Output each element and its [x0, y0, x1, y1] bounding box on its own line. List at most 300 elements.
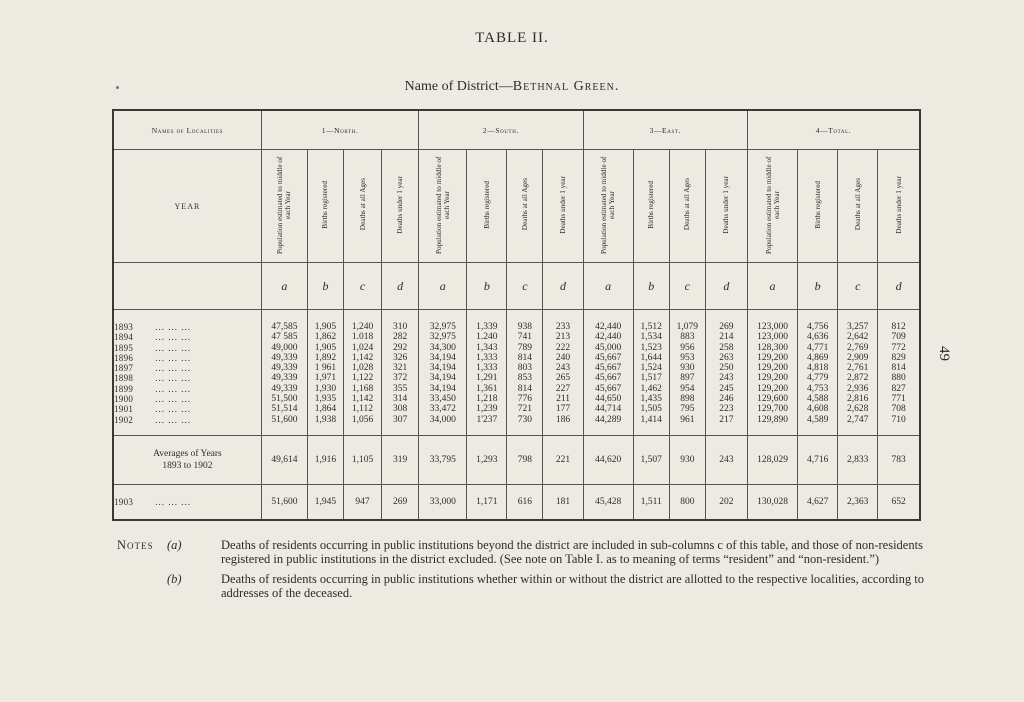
leader-dots: ... ... ...	[155, 373, 191, 384]
north-value-b: 1,862	[307, 332, 343, 342]
table-row	[113, 353, 920, 363]
subtitle-prefix: Name of District—	[404, 79, 513, 94]
north-value-b: 1,864	[307, 404, 343, 414]
row-year-cell	[113, 394, 261, 404]
east-value-d: 258	[705, 343, 747, 353]
north-population-estimate-header	[261, 150, 307, 263]
note-a	[117, 538, 927, 566]
leader-dots: ... ... ...	[155, 394, 191, 405]
row-year: 1896	[114, 352, 134, 363]
east-value-a: 42,440	[583, 310, 633, 333]
south-value-a: 34,300	[419, 343, 467, 353]
south-value-a: 33,472	[419, 404, 467, 414]
east-value-d: 217	[705, 415, 747, 436]
east-value-b: 1,507	[633, 435, 669, 484]
letter-blank	[113, 263, 261, 310]
total-letter-2: c	[838, 263, 878, 310]
east-value-d: 250	[705, 363, 747, 373]
total-value-a: 129,890	[748, 415, 798, 436]
east-value-c: 930	[669, 363, 705, 373]
averages-row	[113, 435, 920, 484]
north-value-d: 292	[382, 343, 419, 353]
south-value-c: 938	[507, 310, 543, 333]
total-value-b: 4,589	[798, 415, 838, 436]
row-year-cell	[113, 310, 261, 333]
total-value-b: 4,869	[798, 353, 838, 363]
total-letter-3: d	[878, 263, 920, 310]
east-value-a: 45,000	[583, 343, 633, 353]
row-year-cell	[113, 404, 261, 414]
subhead-label: Population estimated to middle of each Year	[600, 155, 617, 254]
note-b-text: Deaths of residents occurring in public institutions whether within or without the district are allotted to the respective localities, according to addresses of the deceased.	[221, 572, 924, 600]
total-deaths-all-ages-header	[838, 150, 878, 263]
subhead-label: Deaths at all Ages	[358, 178, 367, 231]
north-value-b: 1,905	[307, 310, 343, 333]
east-value-a: 45,667	[583, 373, 633, 383]
south-value-d: 222	[543, 343, 583, 353]
table-row	[113, 343, 920, 353]
table-row	[113, 363, 920, 373]
south-population-estimate-header	[419, 150, 467, 263]
north-letter-0: a	[261, 263, 307, 310]
east-value-d: 246	[705, 394, 747, 404]
south-value-c: 741	[507, 332, 543, 342]
south-value-b: 1,218	[467, 394, 507, 404]
south-value-c: 789	[507, 343, 543, 353]
subhead-label: Deaths at all Ages	[853, 178, 862, 231]
north-value-b: 1,938	[307, 415, 343, 436]
subhead-label: Deaths under 1 year	[559, 175, 568, 234]
total-value-c: 2,628	[838, 404, 878, 414]
north-value-a: 49,339	[261, 373, 307, 383]
north-value-d: 307	[382, 415, 419, 436]
total-value-d: 708	[878, 404, 920, 414]
table-row	[113, 415, 920, 436]
subhead-label: Deaths under 1 year	[396, 175, 405, 234]
subhead-label: Population estimated to middle of each Year	[276, 155, 293, 254]
total-value-a: 130,028	[748, 484, 798, 520]
north-value-c: 1,056	[344, 415, 382, 436]
notes-section	[117, 538, 927, 606]
east-value-d: 214	[705, 332, 747, 342]
north-value-a: 51,500	[261, 394, 307, 404]
north-value-c: 1,168	[344, 384, 382, 394]
east-letter-1: b	[633, 263, 669, 310]
east-value-c: 1,079	[669, 310, 705, 333]
north-letter-1: b	[307, 263, 343, 310]
east-value-a: 44,714	[583, 404, 633, 414]
leader-dots: ... ... ...	[155, 332, 191, 343]
east-letter-2: c	[669, 263, 705, 310]
south-value-a: 33,795	[419, 435, 467, 484]
leader-dots: ... ... ...	[155, 352, 191, 363]
total-value-b: 4,756	[798, 310, 838, 333]
total-value-a: 129,200	[748, 353, 798, 363]
south-value-d: 211	[543, 394, 583, 404]
total-value-d: 783	[878, 435, 920, 484]
total-value-d: 772	[878, 343, 920, 353]
row-year-cell	[113, 415, 261, 436]
south-value-d: 243	[543, 363, 583, 373]
south-deaths-all-ages-header	[507, 150, 543, 263]
leader-dots: ... ... ...	[155, 404, 191, 415]
total-value-b: 4,771	[798, 343, 838, 353]
row-year: 1893	[114, 322, 134, 332]
north-value-c: 1,112	[344, 404, 382, 414]
north-value-b: 1,971	[307, 373, 343, 383]
leader-dots: ... ... ...	[155, 496, 191, 507]
averages-label	[113, 435, 261, 484]
east-letter-3: d	[705, 263, 747, 310]
total-value-c: 2,363	[838, 484, 878, 520]
east-value-b: 1,524	[633, 363, 669, 373]
south-value-b: 1,343	[467, 343, 507, 353]
north-value-a: 51,600	[261, 415, 307, 436]
note-a-text: Deaths of residents occurring in public institutions beyond the district are included in sub-columns c of this table, and those of non-residents registered in public institutions in the district excluded. (See note on Table I. as to meaning of terms “resident” and “non-resident.”)	[221, 538, 923, 566]
leader-dots: ... ... ...	[155, 383, 191, 394]
north-value-a: 49,339	[261, 353, 307, 363]
north-value-c: 1,122	[344, 373, 382, 383]
north-births-header	[307, 150, 343, 263]
north-value-d: 314	[382, 394, 419, 404]
east-letter-0: a	[583, 263, 633, 310]
east-births-header	[633, 150, 669, 263]
averages-label-line1: Averages of Years	[153, 448, 222, 459]
total-value-a: 129,700	[748, 404, 798, 414]
row-year: 1898	[114, 373, 134, 384]
total-value-c: 2,872	[838, 373, 878, 383]
total-value-b: 4,608	[798, 404, 838, 414]
north-value-d: 319	[382, 435, 419, 484]
total-value-c: 2,833	[838, 435, 878, 484]
district-subtitle	[0, 79, 1024, 95]
table-row	[113, 384, 920, 394]
south-value-a: 34,194	[419, 373, 467, 383]
east-value-b: 1,462	[633, 384, 669, 394]
total-value-d: 709	[878, 332, 920, 342]
south-value-c: 616	[507, 484, 543, 520]
averages-label-line2: 1893 to 1902	[162, 460, 213, 471]
north-value-c: 1,024	[344, 343, 382, 353]
page-number: 49	[936, 346, 952, 361]
total-value-a: 129,200	[748, 363, 798, 373]
row-year-cell	[113, 484, 261, 520]
east-value-a: 45,667	[583, 384, 633, 394]
total-value-d: 827	[878, 384, 920, 394]
north-value-d: 282	[382, 332, 419, 342]
total-value-c: 2,642	[838, 332, 878, 342]
south-value-d: 221	[543, 435, 583, 484]
south-value-c: 798	[507, 435, 543, 484]
north-letter-2: c	[344, 263, 382, 310]
subhead-label: Births registered	[482, 180, 491, 229]
east-value-c: 795	[669, 404, 705, 414]
total-value-d: 771	[878, 394, 920, 404]
south-value-b: 1,333	[467, 353, 507, 363]
north-value-c: 1,142	[344, 394, 382, 404]
note-b-mark: (b)	[167, 572, 182, 586]
east-deaths-all-ages-header	[669, 150, 705, 263]
north-value-b: 1 961	[307, 363, 343, 373]
corner-label: Names of Localities	[113, 110, 261, 150]
north-value-d: 355	[382, 384, 419, 394]
subhead-label: Population estimated to middle of each Year	[764, 155, 781, 254]
row-year: 1894	[114, 332, 134, 343]
table-body	[113, 310, 920, 520]
year-header: YEAR	[113, 150, 261, 263]
east-value-c: 961	[669, 415, 705, 436]
notes-heading: Notes	[117, 538, 154, 552]
total-value-a: 128,029	[748, 435, 798, 484]
row-year-cell	[113, 343, 261, 353]
row-year-cell	[113, 353, 261, 363]
north-value-b: 1,905	[307, 343, 343, 353]
group-total: 4—Total.	[748, 110, 921, 150]
total-value-c: 2,816	[838, 394, 878, 404]
north-letter-3: d	[382, 263, 419, 310]
group-south: 2—South.	[419, 110, 583, 150]
total-births-header	[798, 150, 838, 263]
east-value-b: 1,414	[633, 415, 669, 436]
total-value-d: 814	[878, 363, 920, 373]
east-value-a: 44,289	[583, 415, 633, 436]
south-value-d: 265	[543, 373, 583, 383]
total-value-b: 4,588	[798, 394, 838, 404]
row-year: 1903	[114, 496, 134, 507]
south-value-b: 1.240	[467, 332, 507, 342]
south-letter-1: b	[467, 263, 507, 310]
east-value-c: 954	[669, 384, 705, 394]
total-value-b: 4,779	[798, 373, 838, 383]
east-population-estimate-header	[583, 150, 633, 263]
south-letter-0: a	[419, 263, 467, 310]
east-value-a: 45,667	[583, 363, 633, 373]
east-value-c: 883	[669, 332, 705, 342]
row-year: 1901	[114, 404, 134, 415]
total-value-c: 2,747	[838, 415, 878, 436]
total-value-d: 812	[878, 310, 920, 333]
north-value-c: 1,142	[344, 353, 382, 363]
total-value-c: 2,761	[838, 363, 878, 373]
south-value-c: 814	[507, 384, 543, 394]
south-value-c: 776	[507, 394, 543, 404]
subhead-label: Births registered	[813, 180, 822, 229]
east-value-a: 42,440	[583, 332, 633, 342]
north-value-d: 308	[382, 404, 419, 414]
east-value-a: 45,428	[583, 484, 633, 520]
south-letter-3: d	[543, 263, 583, 310]
north-deaths-all-ages-header	[344, 150, 382, 263]
east-value-d: 245	[705, 384, 747, 394]
east-value-d: 263	[705, 353, 747, 363]
north-value-b: 1,930	[307, 384, 343, 394]
total-value-d: 652	[878, 484, 920, 520]
subhead-label: Births registered	[647, 180, 656, 229]
table-row	[113, 394, 920, 404]
total-value-c: 2,936	[838, 384, 878, 394]
leader-dots: ... ... ...	[155, 363, 191, 374]
east-value-b: 1,511	[633, 484, 669, 520]
north-value-a: 49,614	[261, 435, 307, 484]
subhead-label: Population estimated to middle of each Year	[434, 155, 451, 254]
total-value-a: 128,300	[748, 343, 798, 353]
leader-dots: ... ... ...	[155, 322, 191, 332]
column-header-row	[113, 150, 920, 263]
total-letter-0: a	[748, 263, 798, 310]
north-value-a: 47 585	[261, 332, 307, 342]
south-value-d: 181	[543, 484, 583, 520]
east-value-c: 956	[669, 343, 705, 353]
table-row	[113, 404, 920, 414]
subhead-label: Deaths under 1 year	[722, 175, 731, 234]
south-value-a: 32,975	[419, 310, 467, 333]
east-value-a: 45,667	[583, 353, 633, 363]
south-value-a: 34,000	[419, 415, 467, 436]
leader-dots: ... ... ...	[155, 342, 191, 353]
south-value-c: 853	[507, 373, 543, 383]
north-value-c: 1,240	[344, 310, 382, 333]
east-value-b: 1,644	[633, 353, 669, 363]
south-value-c: 814	[507, 353, 543, 363]
subhead-label: Deaths under 1 year	[894, 175, 903, 234]
north-value-d: 372	[382, 373, 419, 383]
table-row	[113, 310, 920, 333]
south-value-d: 186	[543, 415, 583, 436]
south-value-d: 233	[543, 310, 583, 333]
north-value-a: 49,339	[261, 384, 307, 394]
east-value-b: 1,505	[633, 404, 669, 414]
south-value-a: 33,000	[419, 484, 467, 520]
south-letter-2: c	[507, 263, 543, 310]
district-name: Bethnal Green.	[512, 79, 620, 94]
group-east: 3—East.	[583, 110, 747, 150]
north-value-a: 49,000	[261, 343, 307, 353]
east-value-b: 1,512	[633, 310, 669, 333]
total-value-c: 3,257	[838, 310, 878, 333]
row-year: 1895	[114, 342, 134, 353]
total-value-c: 2,909	[838, 353, 878, 363]
total-value-a: 129,200	[748, 384, 798, 394]
south-value-c: 721	[507, 404, 543, 414]
east-value-c: 800	[669, 484, 705, 520]
east-value-b: 1,523	[633, 343, 669, 353]
total-value-b: 4,636	[798, 332, 838, 342]
total-letter-1: b	[798, 263, 838, 310]
south-value-b: 1,333	[467, 363, 507, 373]
east-value-d: 202	[705, 484, 747, 520]
south-value-c: 803	[507, 363, 543, 373]
east-value-b: 1,517	[633, 373, 669, 383]
south-value-b: 1'237	[467, 415, 507, 436]
east-value-c: 898	[669, 394, 705, 404]
south-value-a: 34,194	[419, 363, 467, 373]
note-a-mark: (a)	[167, 538, 182, 552]
north-value-c: 947	[344, 484, 382, 520]
east-value-c: 897	[669, 373, 705, 383]
north-value-d: 310	[382, 310, 419, 333]
subhead-label: Births registered	[321, 180, 330, 229]
total-value-a: 129,200	[748, 373, 798, 383]
east-value-c: 930	[669, 435, 705, 484]
north-value-a: 51,600	[261, 484, 307, 520]
letter-row	[113, 263, 920, 310]
south-value-d: 240	[543, 353, 583, 363]
east-value-b: 1,435	[633, 394, 669, 404]
south-value-b: 1,239	[467, 404, 507, 414]
north-deaths-under-1-header	[382, 150, 419, 263]
south-value-d: 213	[543, 332, 583, 342]
row-year-cell	[113, 384, 261, 394]
north-value-b: 1,892	[307, 353, 343, 363]
south-value-c: 730	[507, 415, 543, 436]
north-value-b: 1,916	[307, 435, 343, 484]
east-value-d: 223	[705, 404, 747, 414]
row-year: 1900	[114, 394, 134, 405]
south-value-a: 33,450	[419, 394, 467, 404]
north-value-d: 326	[382, 353, 419, 363]
subhead-label: Deaths at all Ages	[683, 178, 692, 231]
page-title: TABLE II.	[475, 30, 549, 46]
total-deaths-under-1-header	[878, 150, 920, 263]
row-year: 1897	[114, 363, 134, 374]
total-value-b: 4,753	[798, 384, 838, 394]
subhead-label: Deaths at all Ages	[520, 178, 529, 231]
total-value-c: 2,769	[838, 343, 878, 353]
south-value-a: 34,194	[419, 353, 467, 363]
north-value-a: 49,339	[261, 363, 307, 373]
east-value-b: 1,534	[633, 332, 669, 342]
table-row	[113, 484, 920, 520]
total-population-estimate-header	[748, 150, 798, 263]
total-value-a: 123,000	[748, 332, 798, 342]
total-value-a: 123,000	[748, 310, 798, 333]
east-value-c: 953	[669, 353, 705, 363]
total-value-a: 129,600	[748, 394, 798, 404]
south-value-d: 227	[543, 384, 583, 394]
note-b	[117, 572, 927, 600]
north-value-c: 1,028	[344, 363, 382, 373]
north-value-b: 1,935	[307, 394, 343, 404]
south-value-b: 1,361	[467, 384, 507, 394]
east-value-d: 269	[705, 310, 747, 333]
total-value-b: 4,818	[798, 363, 838, 373]
row-year-cell	[113, 332, 261, 342]
row-year-cell	[113, 373, 261, 383]
north-value-b: 1,945	[307, 484, 343, 520]
table-row	[113, 373, 920, 383]
north-value-d: 269	[382, 484, 419, 520]
total-value-b: 4,716	[798, 435, 838, 484]
east-value-d: 243	[705, 373, 747, 383]
total-value-d: 829	[878, 353, 920, 363]
leader-dots: ... ... ...	[155, 414, 191, 425]
north-value-d: 321	[382, 363, 419, 373]
total-value-d: 710	[878, 415, 920, 436]
east-deaths-under-1-header	[705, 150, 747, 263]
row-year: 1899	[114, 383, 134, 394]
south-value-a: 34,194	[419, 384, 467, 394]
south-deaths-under-1-header	[543, 150, 583, 263]
south-value-a: 32,975	[419, 332, 467, 342]
north-value-a: 51,514	[261, 404, 307, 414]
south-value-b: 1,171	[467, 484, 507, 520]
north-value-a: 47,585	[261, 310, 307, 333]
row-year: 1902	[114, 414, 134, 425]
south-value-b: 1,291	[467, 373, 507, 383]
south-value-b: 1,293	[467, 435, 507, 484]
row-year-cell	[113, 363, 261, 373]
group-north: 1—North.	[261, 110, 418, 150]
